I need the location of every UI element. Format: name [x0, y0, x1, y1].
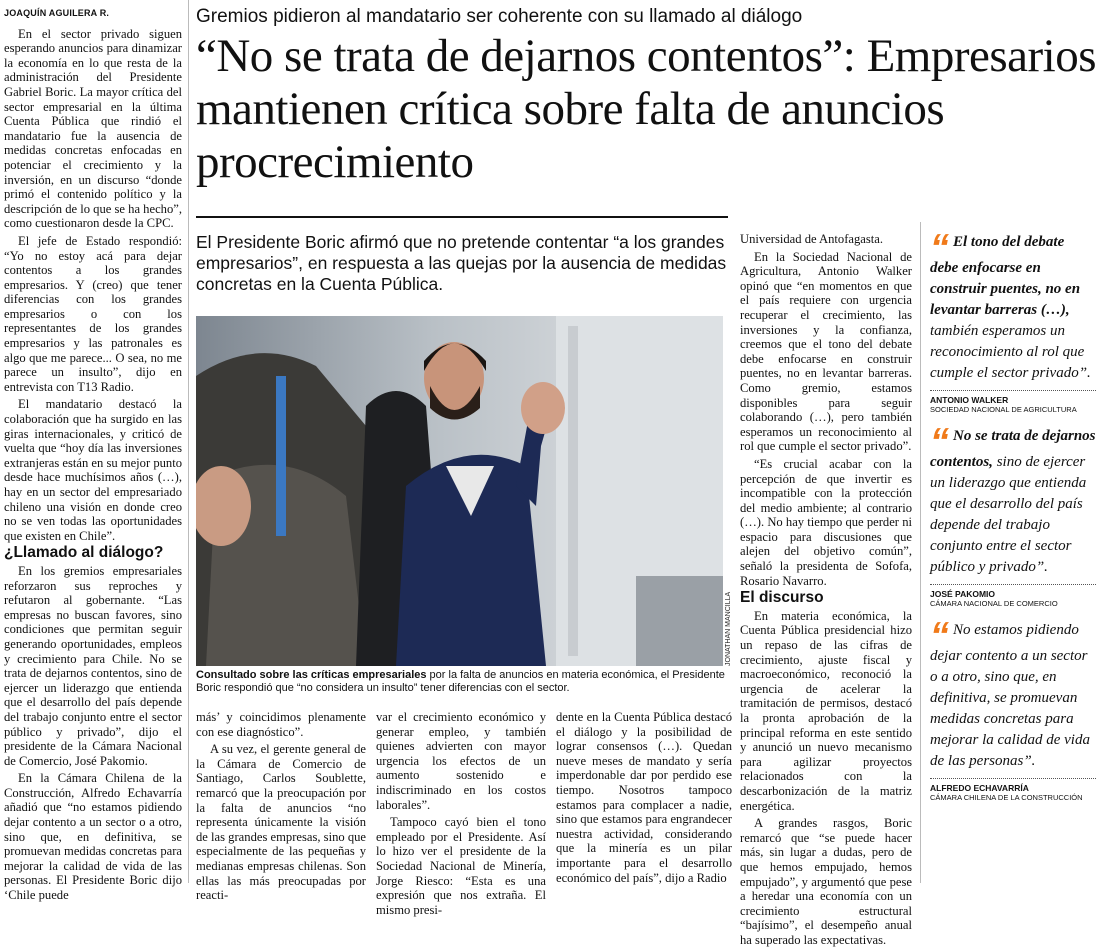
paragraph: var el crecimiento económico y generar empleo, y también quienes advierten con mayor urgencia los efectos de un aumento sostenido e indiscriminado en los costos laborales”. — [376, 710, 546, 812]
kicker: Gremios pidieron al mandatario ser coherente con su llamado al diálogo — [196, 6, 803, 27]
quote-author: JOSÉ PAKOMIO — [930, 589, 996, 599]
headline: “No se trata de dejarnos contentos”: Empresarios mantienen crítica sobre falta de anuncios procrecimiento — [196, 30, 1097, 188]
caption-lead: Consultado sobre las críticas empresariales — [196, 669, 427, 681]
deck: El Presidente Boric afirmó que no pretende contentar “a los grandes empresarios”, en respuesta a las quejas por la ausencia de medidas concretas en la Cuenta Pública. — [196, 232, 727, 294]
quote-org: SOCIEDAD NACIONAL DE AGRICULTURA — [930, 405, 1077, 414]
paragraph: En el sector privado siguen esperando anuncios para dinamizar la economía en lo que resta de la administración del Presidente Gabriel Boric. La mayor crítica del sector empresarial en la última Cuenta Pública que rindió el mandatario fue la ausencia de medidas concretas enfocadas en potenciar el crecimiento y la inversión, en un discurso “donde primó el contenido político y la descripción de lo que se ha hecho”, como cuestionaron desde la CPC. — [4, 26, 182, 231]
photo-caption — [196, 669, 736, 695]
caption-text: por la falta de anuncios en materia económica, el Presidente Boric respondió que “no considera un insulto” tener diferencias con el sector. — [196, 669, 725, 694]
bottom-column-b — [376, 710, 546, 920]
quote-plain: también esperamos un reconocimiento al rol que cumple el sector privado”. — [930, 323, 1091, 381]
opening-quote-icon: “ — [930, 615, 949, 657]
paragraph: En la Sociedad Nacional de Agricultura, Antonio Walker opinó que “en momentos en que el país requiere con urgencia recuperar el crecimiento, las inversiones y la confianza, creemos que el tono del debate debe enfocarse en construir puentes, no en levantar barreras. Como gremio, estamos disponibles para seguir colaborando (…), pero también esperamos un reconocimiento al rol que cumple el sector privado”. — [740, 249, 912, 454]
quote-rule — [930, 390, 1096, 391]
quote-text — [930, 615, 1096, 772]
paragraph: Tampoco cayó bien el tono empleado por el Presidente. Así lo hizo ver el presidente de la Sociedad Nacional de Minería, Jorge Riesco: “Esta es una expresión que nos extraña. El mismo presi- — [376, 815, 546, 917]
quote-text — [930, 421, 1096, 578]
quote-bold: No estamos pidiendo dejar contento a un sector o a otro, sino que, en definitiva, se promuevan medidas concretas para mejorar la calidad de vida de las personas”. — [930, 622, 1090, 769]
paragraph: “Es crucial acabar con la percepción de que invertir es incompatible con la protección del medio ambiente; al contrario (…). No hay tiempo que perder ni espacio para discusiones que alejen del objetivo común”, señaló la presidenta de Sofofa, Rosario Navarro. — [740, 456, 912, 588]
quotes-sidebar — [930, 227, 1096, 814]
subheading: ¿Llamado al diálogo? — [4, 544, 164, 562]
column-divider — [188, 0, 189, 883]
headline-rule — [196, 216, 728, 218]
opening-quote-icon: “ — [930, 421, 949, 463]
paragraph: El jefe de Estado respondió: “Yo no estoy acá para dejar contentos a los grandes empresarios. Y (creo) que tener diferencias con los grandes empresarios o con los representantes de los grandes empresarios y las patronales es algo que me parece... O sea, no me parece un insulto”, dijo en entrevista con T13 Radio. — [4, 233, 182, 394]
paragraph: A grandes rasgos, Boric remarcó que “se puede hacer más, sin lugar a dudas, pero de que hemos empujado, hemos empujado”, y argumentó que pese a heredar una economía con un crecimiento estructural “bajísimo”, el desempeño anual ha superado las expectativas. — [740, 816, 912, 947]
quote-org: CÁMARA NACIONAL DE COMERCIO — [930, 599, 1058, 608]
quote-author: ALFREDO ECHAVARRÍA — [930, 783, 1029, 793]
quote-rule — [930, 778, 1096, 779]
quote-block — [930, 421, 1096, 608]
subheading: El discurso — [740, 589, 824, 607]
paragraph: En la Cámara Chilena de la Construcción, Alfredo Echavarría añadió que “no estamos pidiendo dejar contento a un sector o a otro, sino que, en definitiva, se promuevan medidas concretas para mejorar la calidad de vida de las personas. El Presidente Boric dijo ‘Chile puede — [4, 771, 182, 903]
quote-plain: sino de ejercer un liderazgo que entienda que el desarrollo del país depende del trabajo conjunto entre el sector público y privado”. — [930, 454, 1087, 575]
photo-credit: JONATHAN MANCILLA — [725, 591, 732, 666]
left-column — [4, 6, 182, 906]
quote-rule — [930, 584, 1096, 585]
bottom-column-c — [556, 710, 732, 888]
quote-block — [930, 227, 1096, 414]
bottom-column-a — [196, 710, 366, 906]
paragraph: más’ y coincidimos plenamente con ese diagnóstico”. — [196, 710, 366, 739]
byline: JOAQUÍN AGUILERA R. — [4, 8, 110, 18]
article-photo — [196, 316, 723, 666]
column-divider — [920, 222, 921, 883]
paragraph: dente en la Cuenta Pública destacó el diálogo y la posibilidad de lograr consensos (…). Quedan nueve meses de mandato y sería imperdonable dar por perdido ese tiempo. Nosotros tampoco estamos para complacer a nadie, sino que estamos para engrandecer nuestra actividad, considerando que la minería es un pilar importante para el desarrollo económico del país”, dijo a Radio — [556, 710, 732, 885]
paragraph: Universidad de Antofagasta. — [740, 232, 884, 246]
paragraph: En materia económica, la Cuenta Pública presidencial hizo un repaso de las cifras de crecimiento, ajuste fiscal y macroeconómico, reconoció la urgencia de acelerar la tramitación de permisos, destacó la pronta aprobación de la principal reforma en este sentido y anunció un nuevo mecanismo para agilizar proyectos relacionados con la descarbonización de la matriz energética. — [740, 608, 912, 813]
right-column — [740, 232, 912, 951]
quote-block — [930, 615, 1096, 802]
paragraph: A su vez, el gerente general de la Cámara de Comercio de Santiago, Carlos Soublette, remarcó que la preocupación por la falta de anuncios “no representa únicamente la visión de las grandes empresas, sino que especialmente de las pequeñas y medianas empresas chilenas. Son ellas las más preocupadas por reacti- — [196, 742, 366, 903]
quote-bold: El tono del debate debe enfocarse en construir puentes, no en levantar barreras (…), — [930, 234, 1081, 318]
quote-text — [930, 227, 1096, 384]
quote-author: ANTONIO WALKER — [930, 395, 1009, 405]
quote-bold: No se trata de dejarnos contentos, — [930, 428, 1096, 470]
opening-quote-icon: “ — [930, 227, 949, 269]
paragraph: El mandatario destacó la colaboración que ha surgido en las giras internacionales, y criticó de vuelta que “hoy día las inversiones extranjeras están en su mejor punto desde hace muchísimos años (…), hay en un sector del empresariado chileno una visión en donde creo no se ven todas las oportunidades que existen en Chile”. — [4, 397, 183, 543]
paragraph: En los gremios empresariales reforzaron sus reproches y refutaron al gobernante. “Las empresas no buscan favores, sino condiciones que permitan seguir generando oportunidades, empleos y crecimiento para Chile. No se trata de dejarnos contentos, sino de ejercer un liderazgo que entienda que el desarrollo del país depende del trabajo conjunto entre el sector público y privado”, dijo el presidente de la Cámara Nacional de Comercio, José Pakomio. — [4, 563, 182, 768]
photo-illustration — [196, 316, 723, 666]
quote-org: CÁMARA CHILENA DE LA CONSTRUCCIÓN — [930, 793, 1083, 802]
